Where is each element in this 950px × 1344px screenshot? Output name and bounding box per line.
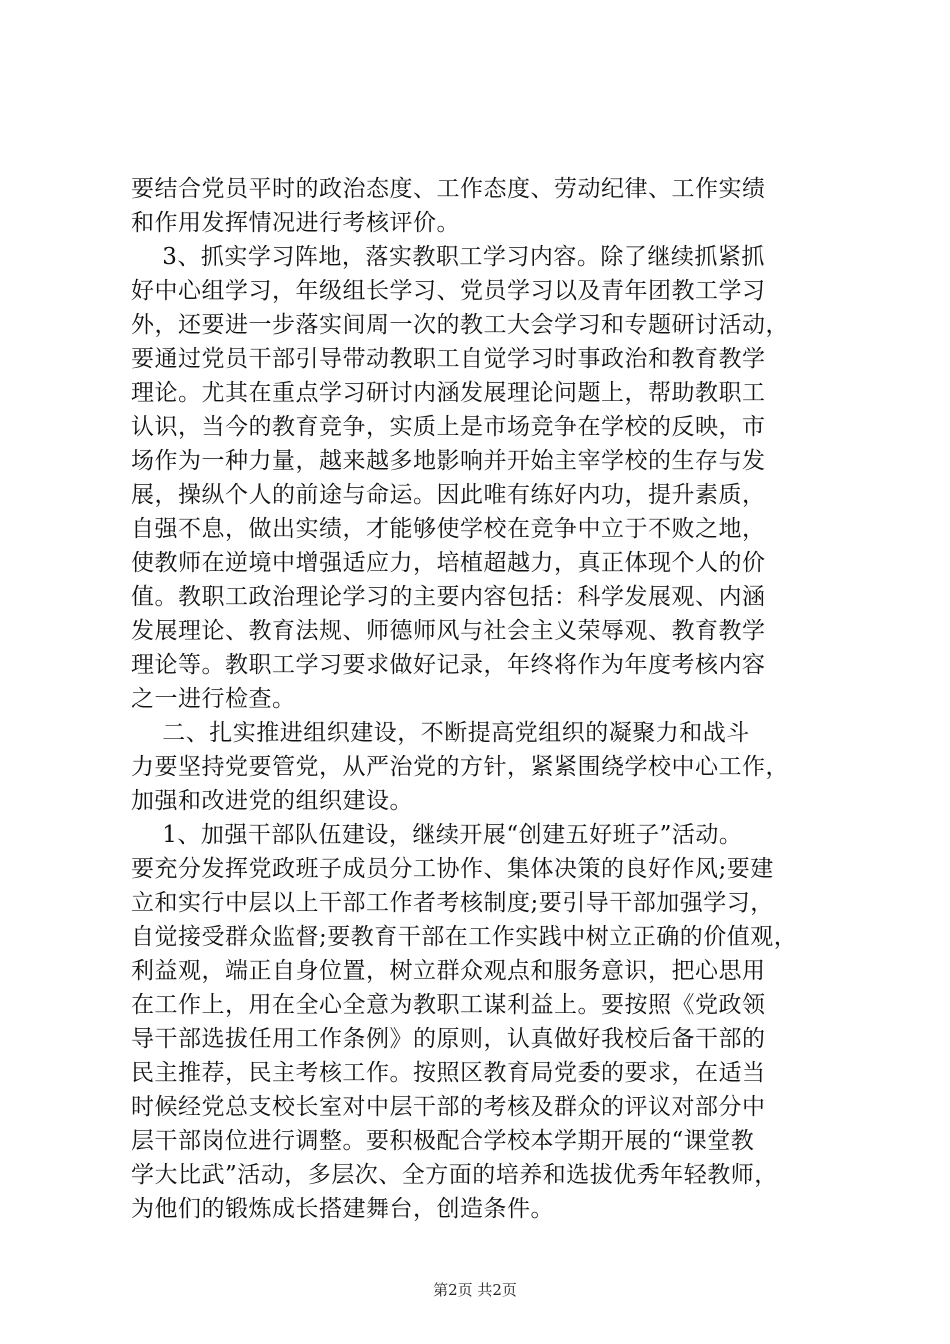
- text-line: 加强和改进党的组织建设。: [131, 788, 413, 814]
- text-line: 立和实行中层以上干部工作者考核制度;要引导干部加强学习，: [131, 890, 774, 916]
- text-line: 力要坚持党要管党，从严治党的方针，紧紧围绕学校中心工作，: [131, 754, 789, 780]
- text-line: 要通过党员干部引导带动教职工自觉学习时事政治和教育教学: [131, 346, 766, 372]
- page-footer: [0, 1280, 950, 1300]
- text-line: 展，操纵个人的前途与命运。因此唯有练好内功，提升素质，: [131, 482, 766, 508]
- text-line: 要结合党员平时的政治态度、工作态度、劳动纪律、工作实绩: [131, 176, 766, 202]
- text-line: 自觉接受群众监督;要教育干部在工作实践中树立正确的价值观，: [131, 924, 798, 950]
- text-line: 3、抓实学习阵地，落实教职工学习内容。除了继续抓紧抓: [131, 244, 765, 270]
- text-line: 好中心组学习，年级组长学习、党员学习以及青年团教工学习: [131, 278, 766, 304]
- text-line: 民主推荐，民主考核工作。按照区教育局党委的要求，在适当: [131, 1060, 766, 1086]
- text-line: 和作用发挥情况进行考核评价。: [131, 210, 460, 236]
- text-line: 层干部岗位进行调整。要积极配合学校本学期开展的“课堂教: [131, 1128, 755, 1154]
- text-line: 外，还要进一步落实间周一次的教工大会学习和专题研讨活动，: [131, 312, 789, 338]
- text-line: 发展理论、教育法规、师德师风与社会主义荣辱观、教育教学: [131, 618, 766, 644]
- text-line: 自强不息，做出实绩，才能够使学校在竞争中立于不败之地，: [131, 516, 766, 542]
- text-line: 1、加强干部队伍建设，继续开展“创建五好班子”活动。: [131, 822, 743, 848]
- text-line: 要充分发挥党政班子成员分工协作、集体决策的良好作风;要建: [131, 856, 774, 882]
- text-line: 学大比武”活动，多层次、全方面的培养和选拔优秀年轻教师，: [131, 1162, 778, 1188]
- text-line: 二、扎实推进组织建设，不断提高党组织的凝聚力和战斗: [131, 720, 750, 746]
- text-line: 理论。尤其在重点学习研讨内涵发展理论问题上，帮助教职工: [131, 380, 766, 406]
- page-number: 第2页 共2页: [433, 1281, 517, 1299]
- text-line: 利益观，端正自身位置，树立群众观点和服务意识，把心思用: [131, 958, 766, 984]
- text-line: 在工作上，用在全心全意为教职工谋利益上。要按照《党政领: [131, 992, 766, 1018]
- text-line: 值。教职工政治理论学习的主要内容包括：科学发展观、内涵: [131, 584, 766, 610]
- text-line: 为他们的锻炼成长搭建舞台，创造条件。: [131, 1196, 554, 1222]
- text-line: 场作为一种力量，越来越多地影响并开始主宰学校的生存与发: [131, 448, 766, 474]
- text-line: 认识，当今的教育竞争，实质上是市场竞争在学校的反映，市: [131, 414, 766, 440]
- text-line: 之一进行检查。: [131, 686, 296, 712]
- text-line: 导干部选拔任用工作条例》的原则，认真做好我校后备干部的: [131, 1026, 766, 1052]
- document-body: [131, 172, 831, 1226]
- text-line: 时候经党总支校长室对中层干部的考核及群众的评议对部分中: [131, 1094, 766, 1120]
- text-line: 使教师在逆境中增强适应力，培植超越力，真正体现个人的价: [131, 550, 766, 576]
- text-line: 理论等。教职工学习要求做好记录，年终将作为年度考核内容: [131, 652, 766, 678]
